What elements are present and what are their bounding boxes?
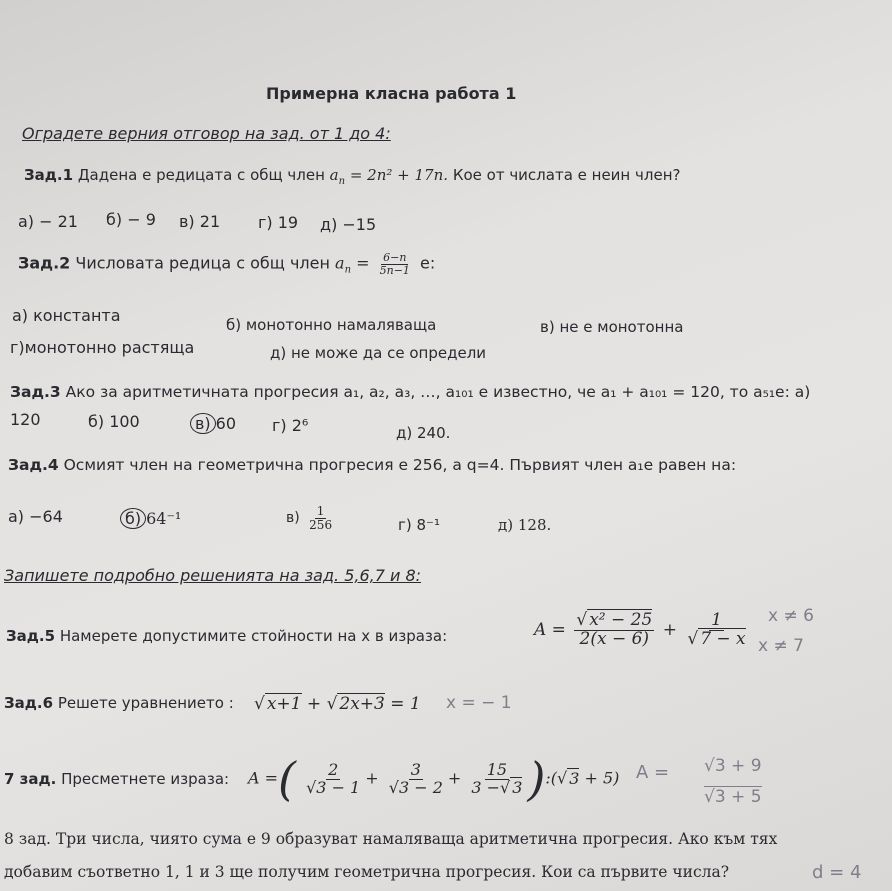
question-1-text: Дадена е редицата с общ член: [77, 166, 325, 184]
q3-option-c-value: 60: [215, 414, 237, 433]
question-1-formula: = 2n² + 17n.: [345, 166, 449, 184]
question-2-fraction-den: 5n−1: [379, 263, 410, 277]
q1-option-d: г) 19: [258, 213, 299, 232]
q2-option-a: а) константа: [12, 306, 121, 325]
question-7-f3-den: 3 −: [471, 777, 501, 797]
question-8-line-1: 8 зад. Три числа, чиято сума е 9 образуват намаляваща аритметична прогресия. Ако към тях: [4, 830, 778, 848]
page-title: Примерна класна работа 1: [266, 84, 517, 103]
handwritten-note-q8: d = 4: [812, 862, 862, 883]
question-7: [4, 770, 229, 788]
question-5-fraction-1: $\frac{\text{√ x² − 25}}{2(x - 6)}$: [576, 610, 653, 649]
question-7-tail-end: + 5): [579, 768, 620, 788]
question-3-label: Зад.3: [10, 383, 61, 401]
question-2-formula-lhs: a: [335, 253, 345, 273]
q1-option-e: д) −15: [320, 215, 377, 234]
q3-option-b: б) 100: [88, 412, 140, 431]
question-7-expression: A =( $\frac{2}{√3 - 1}$ + $\frac{3}{√3 - 2}$ + $\frac{15}{3 -√ 3}$ ):(√ 3 + 5): [248, 752, 620, 806]
q4-option-b: [120, 509, 181, 528]
question-7-f2-num: 3: [410, 759, 421, 779]
question-2-formula-eq: =: [351, 253, 375, 273]
q2-option-b: б) монотонно намаляваща: [226, 316, 437, 334]
question-2-fraction-num: 6−n: [383, 251, 407, 264]
question-6-equation: √ x+1 + √ 2x+3 = 1: [254, 694, 421, 714]
question-2-label: Зад.2: [18, 253, 71, 273]
q4-option-c: [286, 505, 337, 531]
question-2-text-2: е:: [420, 253, 436, 273]
q1-option-a: а) − 21: [18, 212, 78, 231]
question-6-root-a: x+1: [266, 694, 302, 714]
handwritten-note-q7-lhs: A =: [636, 762, 670, 783]
question-7-tail-root: 3: [569, 768, 580, 788]
question-6-rhs: = 1: [384, 694, 421, 714]
question-7-label: 7 зад.: [4, 770, 57, 788]
question-2: [18, 252, 435, 276]
q4-option-c-num: 1: [316, 504, 325, 518]
question-7-f3-num: 15: [486, 759, 508, 779]
q4-option-e: д) 128.: [498, 516, 552, 534]
q3-option-c-label: в): [190, 413, 216, 434]
q4-option-c-den: 256: [309, 517, 333, 532]
question-2-fraction: [378, 252, 412, 276]
question-7-tail: :(: [545, 768, 558, 788]
q4-option-a: а) −64: [8, 507, 63, 526]
question-3-text: Ако за аритметичната прогресия a₁, a₂, a₃, …, a₁₀₁ е известно, че a₁ + a₁₀₁ = 120, то a₅₁е: а): [65, 383, 811, 401]
question-5-expr-lhs: A =: [534, 619, 566, 640]
question-7-f2-den: 3 − 2: [398, 777, 443, 797]
question-4-label: Зад.4: [8, 456, 59, 474]
question-7-text: Пресметнете израза:: [61, 770, 230, 788]
handwritten-note-q5-1: x ≠ 6: [768, 606, 814, 626]
question-2-formula-sub: n: [344, 264, 352, 276]
question-1-text-2: Кое от числата е неин член?: [452, 166, 681, 184]
question-1-label: Зад.1: [24, 166, 74, 184]
question-6-root-b: 2x+3: [339, 694, 385, 714]
q1-option-b: б) − 9: [106, 210, 156, 229]
question-5-text: Намерете допустимите стойности на х в израза:: [59, 627, 448, 645]
question-5-f2-num: 1: [711, 610, 722, 630]
handwritten-note-q7-num: √3 + 9: [704, 756, 762, 776]
question-1-formula-sub: n: [338, 176, 346, 187]
question-1-formula-lhs: a: [329, 166, 339, 184]
q3-option-e: д) 240.: [396, 424, 451, 442]
question-2-text: Числовата редица с общ член: [75, 253, 330, 273]
question-6-text: Решете уравнението :: [57, 694, 234, 712]
question-7-f3-den-root: 3: [512, 777, 523, 797]
handwritten-note-q5-2: x ≠ 7: [758, 636, 804, 656]
q2-option-c: в) не е монотонна: [540, 318, 684, 336]
q2-option-d: г)монотонно растяща: [10, 338, 195, 357]
question-6: [4, 694, 234, 712]
q4-option-c-label: в): [286, 510, 300, 527]
q3-option-c: [190, 414, 236, 433]
question-5-label: Зад.5: [6, 627, 56, 645]
question-7-fraction-2: $\frac{3}{√3 - 2}$: [388, 759, 443, 797]
question-3: [10, 383, 810, 401]
question-5: [6, 627, 447, 645]
question-4: [8, 456, 736, 474]
q3-option-d: г) 2⁶: [272, 416, 309, 435]
question-6-plus: +: [301, 694, 327, 714]
q1-option-c: в) 21: [179, 212, 221, 231]
question-5-f1-num: x² − 25: [589, 610, 653, 630]
question-5-expression: [534, 612, 751, 649]
question-7-f1-den: 3 − 1: [316, 777, 361, 797]
q2-option-e: д) не може да се определи: [270, 344, 487, 362]
question-7-fraction-1: $\frac{2}{√3 - 1}$: [306, 759, 361, 797]
q4-option-b-label: б): [120, 508, 146, 529]
question-5-f2-den: 7 − x: [700, 628, 746, 649]
question-8-line-2: добавим съответно 1, 1 и 3 ще получим геометрична прогресия. Кои са първите числа?: [4, 863, 730, 881]
question-5-f1-den: 2(x − 6): [579, 628, 650, 649]
question-4-text: Осмият член на геометрична прогресия е 256, а q=4. Първият член a₁е равен на:: [63, 456, 737, 474]
q4-option-d: г) 8⁻¹: [398, 516, 440, 534]
question-1: [24, 166, 680, 187]
question-7-fraction-3: $\frac{15}{3 -√ 3}$: [471, 759, 523, 797]
handwritten-note-q6: x = − 1: [446, 693, 512, 713]
question-7-f1-num: 2: [328, 759, 339, 779]
question-7-lhs: A =: [248, 768, 279, 788]
question-5-plus: +: [662, 619, 677, 640]
section-instruction-1: Оградете верния отговор на зад. от 1 до 4:: [22, 124, 391, 143]
q4-option-c-fraction: [307, 505, 334, 531]
q4-option-b-value: 64⁻¹: [146, 509, 182, 528]
handwritten-note-q7-den: √3 + 5: [704, 787, 762, 807]
question-5-fraction-2: $\frac{1}{√ 7 - x}$: [687, 610, 746, 649]
section-instruction-2: Запишете подробно решенията на зад. 5,6,7 и 8:: [4, 566, 422, 585]
question-6-label: Зад.6: [4, 694, 54, 712]
q3-option-a: 120: [10, 410, 41, 429]
